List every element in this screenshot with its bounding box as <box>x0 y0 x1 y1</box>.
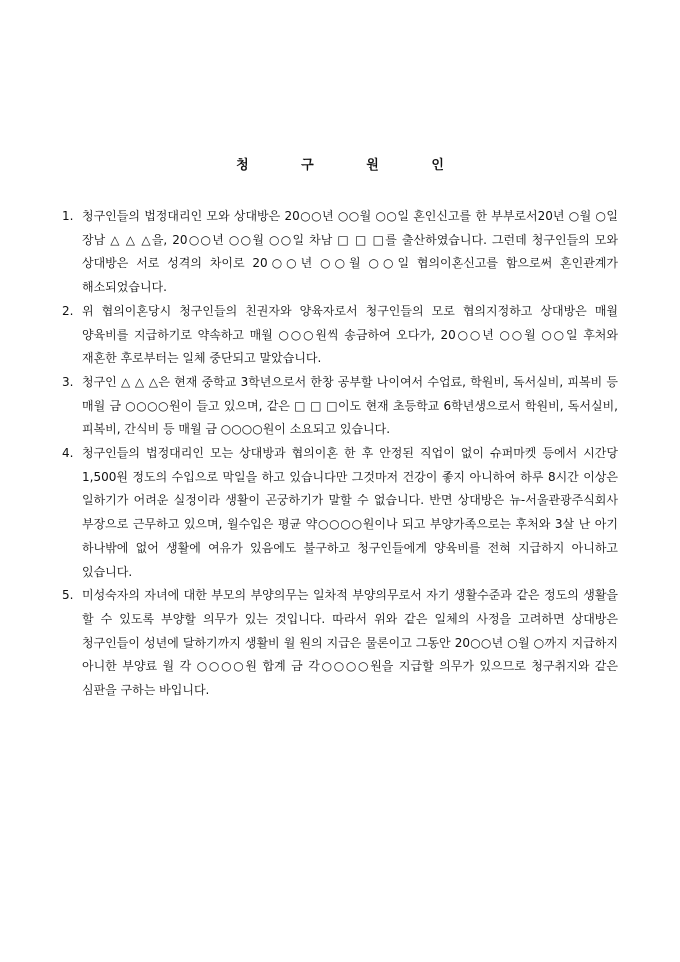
item-number: 4. <box>62 446 74 461</box>
item-number: 2. <box>62 303 74 318</box>
item-number: 3. <box>62 374 74 389</box>
item-number: 5. <box>62 588 74 603</box>
claim-reasons-list <box>62 205 618 703</box>
item-text: 청구인 △ △ △은 현재 중학교 3학년으로서 한창 공부할 나이여서 수업료, 학원비, 독서실비, 피복비 등 매월 금 ○○○○원이 들고 있으며, 같은 □ □ □이도 현재 초등학교 6학년생으로서 학원비, 독서실비, 피복비, 간식비 등 매월 금 ○○○○원이 소요되고 있습니다. <box>82 374 618 437</box>
list-item <box>62 442 618 584</box>
list-item <box>62 300 618 371</box>
item-text: 청구인들의 법정대리인 모는 상대방과 협의이혼 한 후 안정된 직업이 없이 슈퍼마켓 등에서 시간당 1,500원 정도의 수입으로 막일을 하고 있습니다만 그것마저 건강이 좋지 아니하여 하루 8시간 이상은 일하기가 어려운 실정이라 생활이 곤궁하기가 말할 수 없습니다. 반면 상대방은 뉴-서울관광주식회사 부장으로 근무하고 있으며, 월수입은 평균 약○○○○원이나 되고 부양가족으로는 후처와 3살 난 아기 하나밖에 없어 생활에 여유가 있음에도 불구하고 청구인들에게 양육비를 전혀 지급하지 아니하고 있습니다. <box>82 446 618 579</box>
item-text: 미성숙자의 자녀에 대한 부모의 부양의무는 일차적 부양의무로서 자기 생활수준과 같은 정도의 생활을 할 수 있도록 부양할 의무가 있는 것입니다. 따라서 위와 같은 일체의 사정을 고려하면 상대방은 청구인들이 성년에 달하기까지 생활비 월 원의 지급은 물론이고 그동안 20○○년 ○월 ○까지 지급하지 아니한 부양료 월 각 ○○○○원 합계 금 각○○○○원을 지급할 의무가 있으므로 청구취지와 같은 심판을 구하는 바입니다. <box>82 588 618 698</box>
list-item <box>62 371 618 442</box>
item-text: 청구인들의 법정대리인 모와 상대방은 20○○년 ○○월 ○○일 혼인신고를 한 부부로서20년 ○월 ○일 장남 △ △ △을, 20○○년 ○○월 ○○일 차남 □ □ □를 출산하였습니다. 그런데 청구인들의 모와 상대방은 서로 성격의 차이로 20○○년 ○○월 ○○일 협의이혼신고를 함으로써 혼인관계가 해소되었습니다. <box>82 209 618 295</box>
document-title: 청 구 원 인 <box>236 158 468 173</box>
item-text: 위 협의이혼당시 청구인들의 친권자와 양육자로서 청구인들의 모로 협의지정하고 상대방은 매월 양육비를 지급하기로 약속하고 매월 ○○○원씩 송금하여 오다가, 20○○년 ○○월 ○○일 후처와 재혼한 후로부터는 일체 중단되고 말았습니다. <box>82 303 618 366</box>
item-number: 1. <box>62 209 74 223</box>
list-item <box>62 205 618 300</box>
list-item <box>62 584 618 703</box>
